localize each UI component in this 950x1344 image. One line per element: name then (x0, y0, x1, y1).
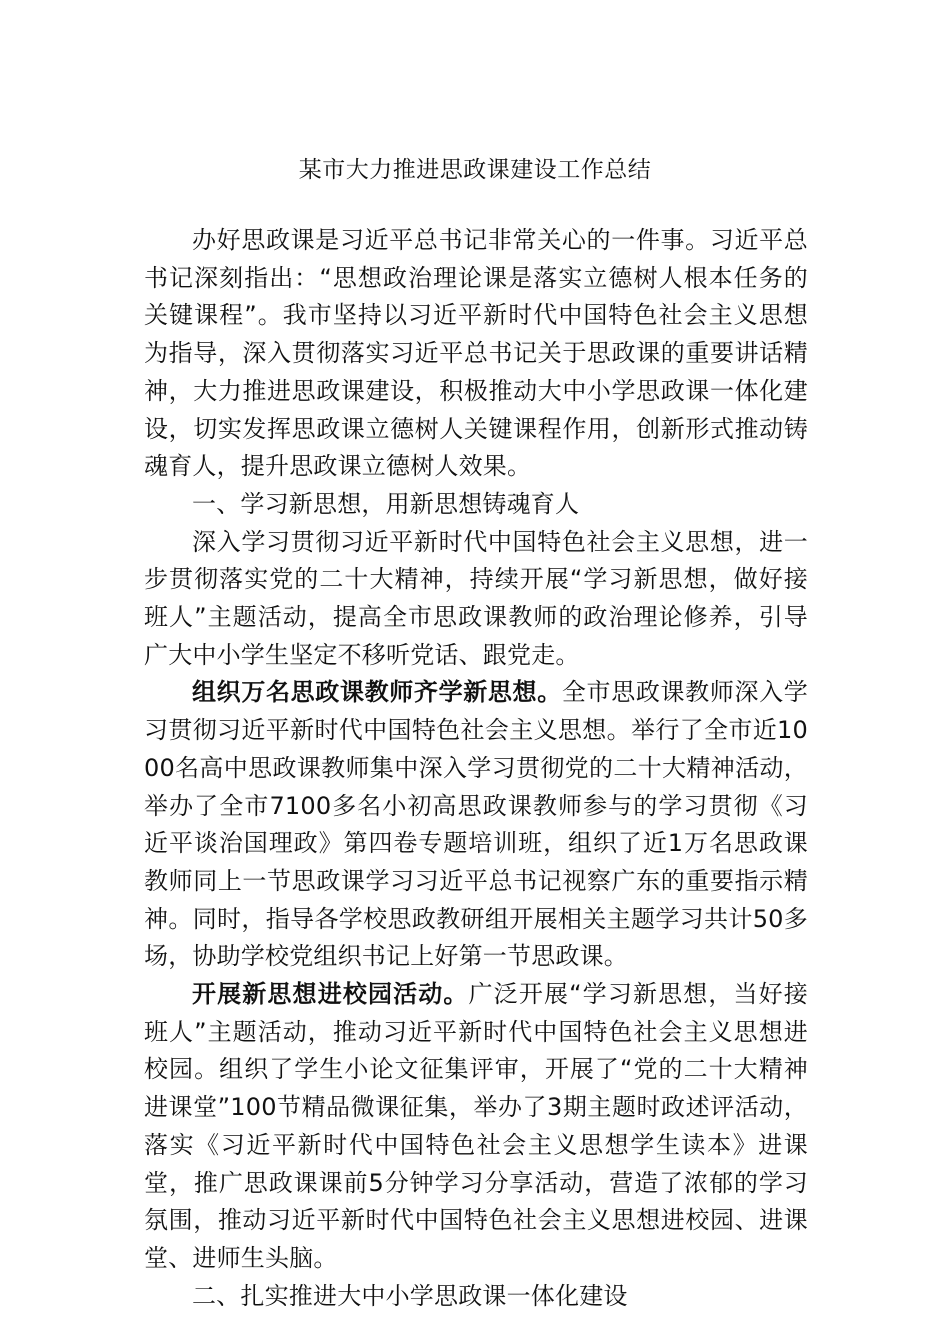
item-2-lead: 开展新思想进校园活动。 (192, 980, 469, 1009)
section-1-item-2 (144, 976, 808, 1278)
intro-paragraph: 办好思政课是习近平总书记非常关心的一件事。习近平总书记深刻指出：“思想政治理论课是落实立德树人根本任务的关键课程”。我市坚持以习近平新时代中国特色社会主义思想为指导，深入贯彻落实习近平总书记关于思政课的重要讲话精神，大力推进思政课建设，积极推动大中小学思政课一体化建设，切实发挥思政课立德树人关键课程作用，创新形式推动铸魂育人，提升思政课立德树人效果。 (144, 226, 808, 481)
item-1-text: 全市思政课教师深入学习贯彻习近平新时代中国特色社会主义思想。举行了全市近1000名高中思政课教师集中深入学习贯彻党的二十大精神活动，举办了全市7100多名小初高思政课教师参与的学习贯彻《习近平谈治国理政》第四卷专题培训班，组织了近1万名思政课教师同上一节思政课学习习近平总书记视察广东的重要指示精神。同时，指导各学校思政教研组开展相关主题学习共计50多场，协助学校党组织书记上好第一节思政课。 (144, 678, 808, 971)
item-1-lead: 组织万名思政课教师齐学新思想。 (192, 678, 562, 707)
item-2-text: 广泛开展“学习新思想，当好接班人”主题活动，推动习近平新时代中国特色社会主义思想进校园。组织了学生小论文征集评审，开展了“党的二十大精神进课堂”100节精品微课征集，举办了3期主题时政述评活动，落实《习近平新时代中国特色社会主义思想学生读本》进课堂，推广思政课课前5分钟学习分享活动，营造了浓郁的学习氛围，推动习近平新时代中国特色社会主义思想进校园、进课堂、进师生头脑。 (144, 980, 809, 1272)
document-body (144, 222, 808, 1315)
document-title: 某市大力推进思政课建设工作总结 (298, 157, 652, 183)
section-1-summary: 深入学习贯彻习近平新时代中国特色社会主义思想，进一步贯彻落实党的二十大精神，持续开展“学习新思想，做好接班人”主题活动，提高全市思政课教师的政治理论修养，引导广大中小学生坚定不移听党话、跟党走。 (144, 527, 808, 669)
section-1-heading: 一、学习新思想，用新思想铸魂育人 (192, 489, 580, 518)
section-1-item-1 (144, 674, 808, 976)
section-2-heading: 二、扎实推进大中小学思政课一体化建设 (192, 1281, 628, 1310)
